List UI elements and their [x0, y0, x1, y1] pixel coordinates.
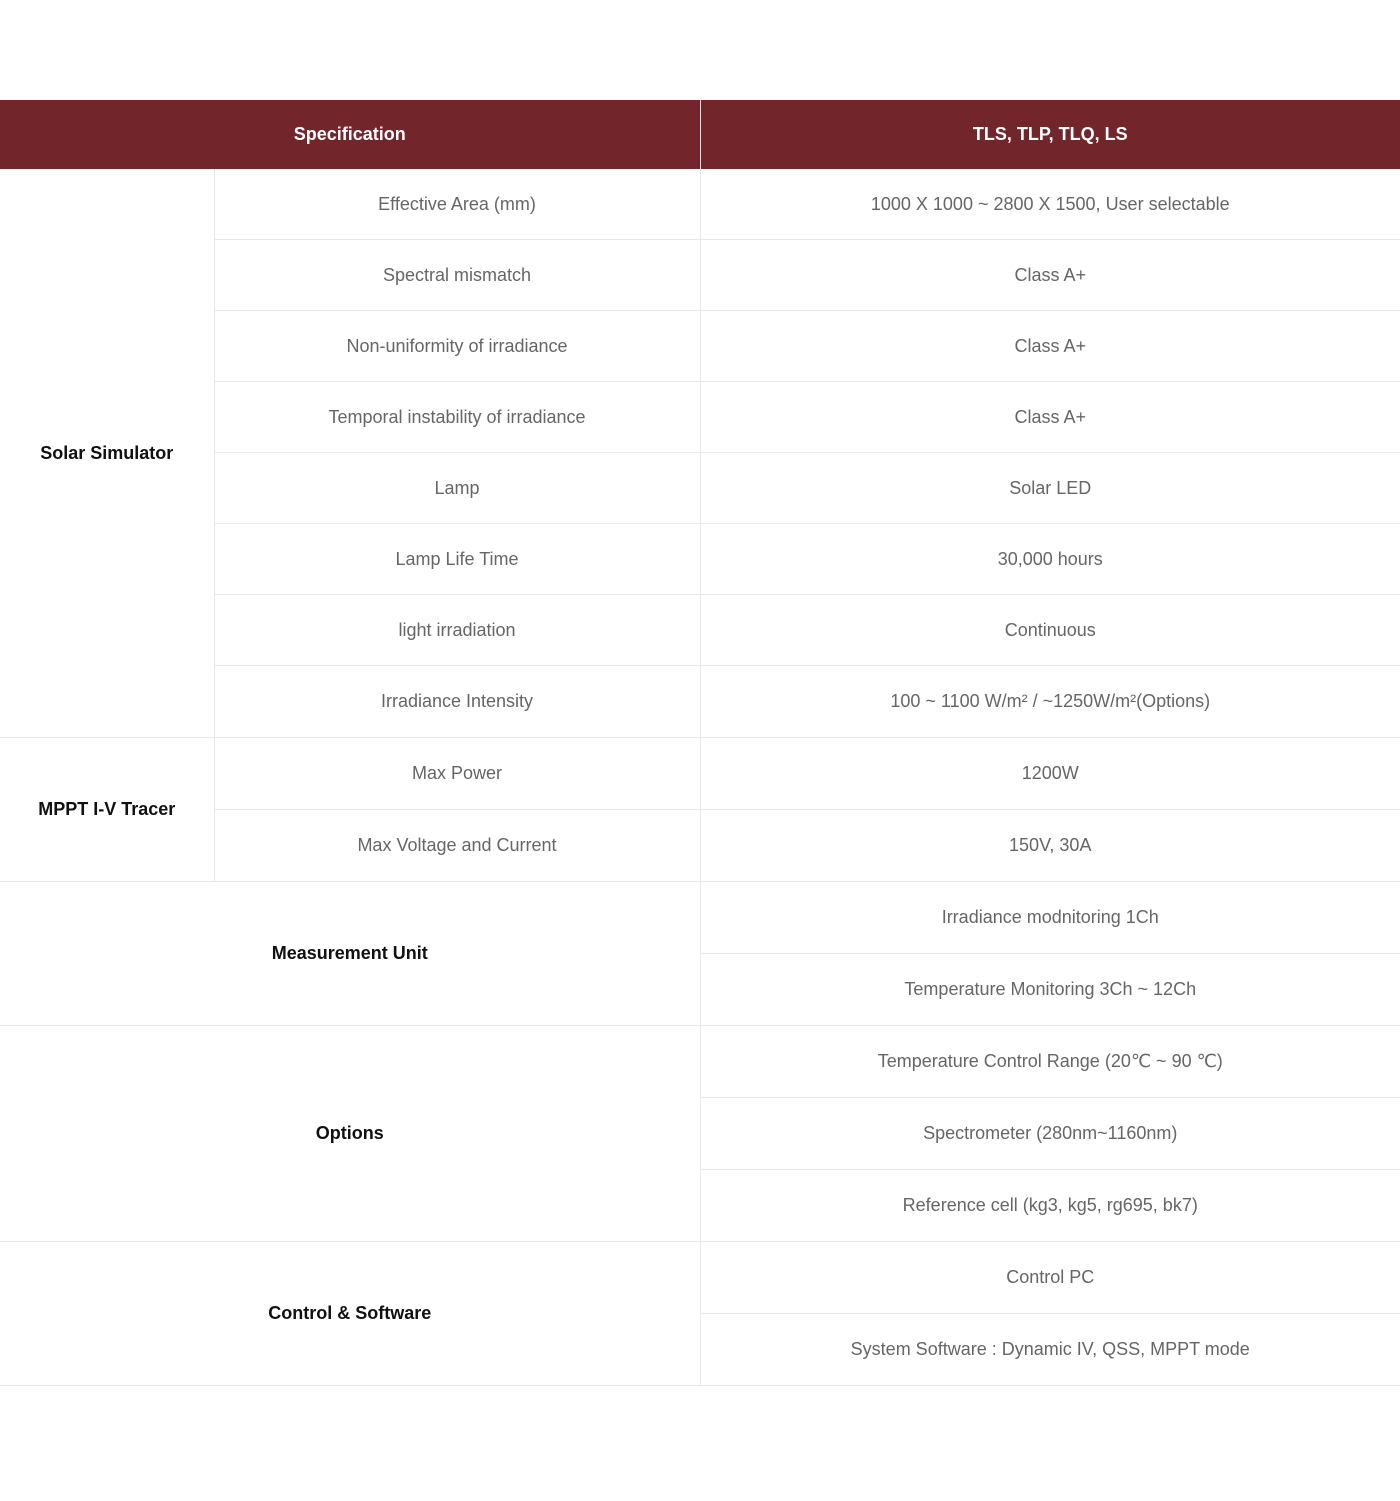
row-value: Continuous	[700, 595, 1400, 666]
row-label: Lamp Life Time	[214, 524, 700, 595]
row-value: Irradiance modnitoring 1Ch	[700, 882, 1400, 954]
row-label: Max Power	[214, 738, 700, 810]
group-measurement-unit: Measurement Unit	[0, 882, 700, 1026]
row-value: Temperature Monitoring 3Ch ~ 12Ch	[700, 954, 1400, 1026]
row-label: Max Voltage and Current	[214, 810, 700, 882]
row-value: 1200W	[700, 738, 1400, 810]
row-label: Non-uniformity of irradiance	[214, 311, 700, 382]
row-value: Spectrometer (280nm~1160nm)	[700, 1098, 1400, 1170]
row-value: 1000 X 1000 ~ 2800 X 1500, User selectable	[700, 169, 1400, 240]
table-row	[0, 1242, 1400, 1314]
row-label: Irradiance Intensity	[214, 666, 700, 738]
row-value: Reference cell (kg3, kg5, rg695, bk7)	[700, 1170, 1400, 1242]
row-label: Effective Area (mm)	[214, 169, 700, 240]
row-label: Temporal instability of irradiance	[214, 382, 700, 453]
table-row	[0, 738, 1400, 810]
row-value: Class A+	[700, 382, 1400, 453]
group-mppt-tracer: MPPT I-V Tracer	[0, 738, 214, 882]
row-value: Temperature Control Range (20℃ ~ 90 ℃)	[700, 1026, 1400, 1098]
table-row	[0, 882, 1400, 954]
row-value: Class A+	[700, 240, 1400, 311]
header-models: TLS, TLP, TLQ, LS	[700, 100, 1400, 169]
row-label: Lamp	[214, 453, 700, 524]
header-specification: Specification	[0, 100, 700, 169]
row-value: Class A+	[700, 311, 1400, 382]
group-control-software: Control & Software	[0, 1242, 700, 1386]
table-row	[0, 1026, 1400, 1098]
row-value: 30,000 hours	[700, 524, 1400, 595]
table-row	[0, 169, 1400, 240]
row-label: Spectral mismatch	[214, 240, 700, 311]
row-value: Solar LED	[700, 453, 1400, 524]
row-value: 150V, 30A	[700, 810, 1400, 882]
table-header-row	[0, 100, 1400, 169]
specification-table	[0, 100, 1400, 1386]
row-value: 100 ~ 1100 W/m² / ~1250W/m²(Options)	[700, 666, 1400, 738]
group-solar-simulator: Solar Simulator	[0, 169, 214, 738]
row-value: System Software : Dynamic IV, QSS, MPPT mode	[700, 1314, 1400, 1386]
row-value: Control PC	[700, 1242, 1400, 1314]
row-label: light irradiation	[214, 595, 700, 666]
group-options: Options	[0, 1026, 700, 1242]
